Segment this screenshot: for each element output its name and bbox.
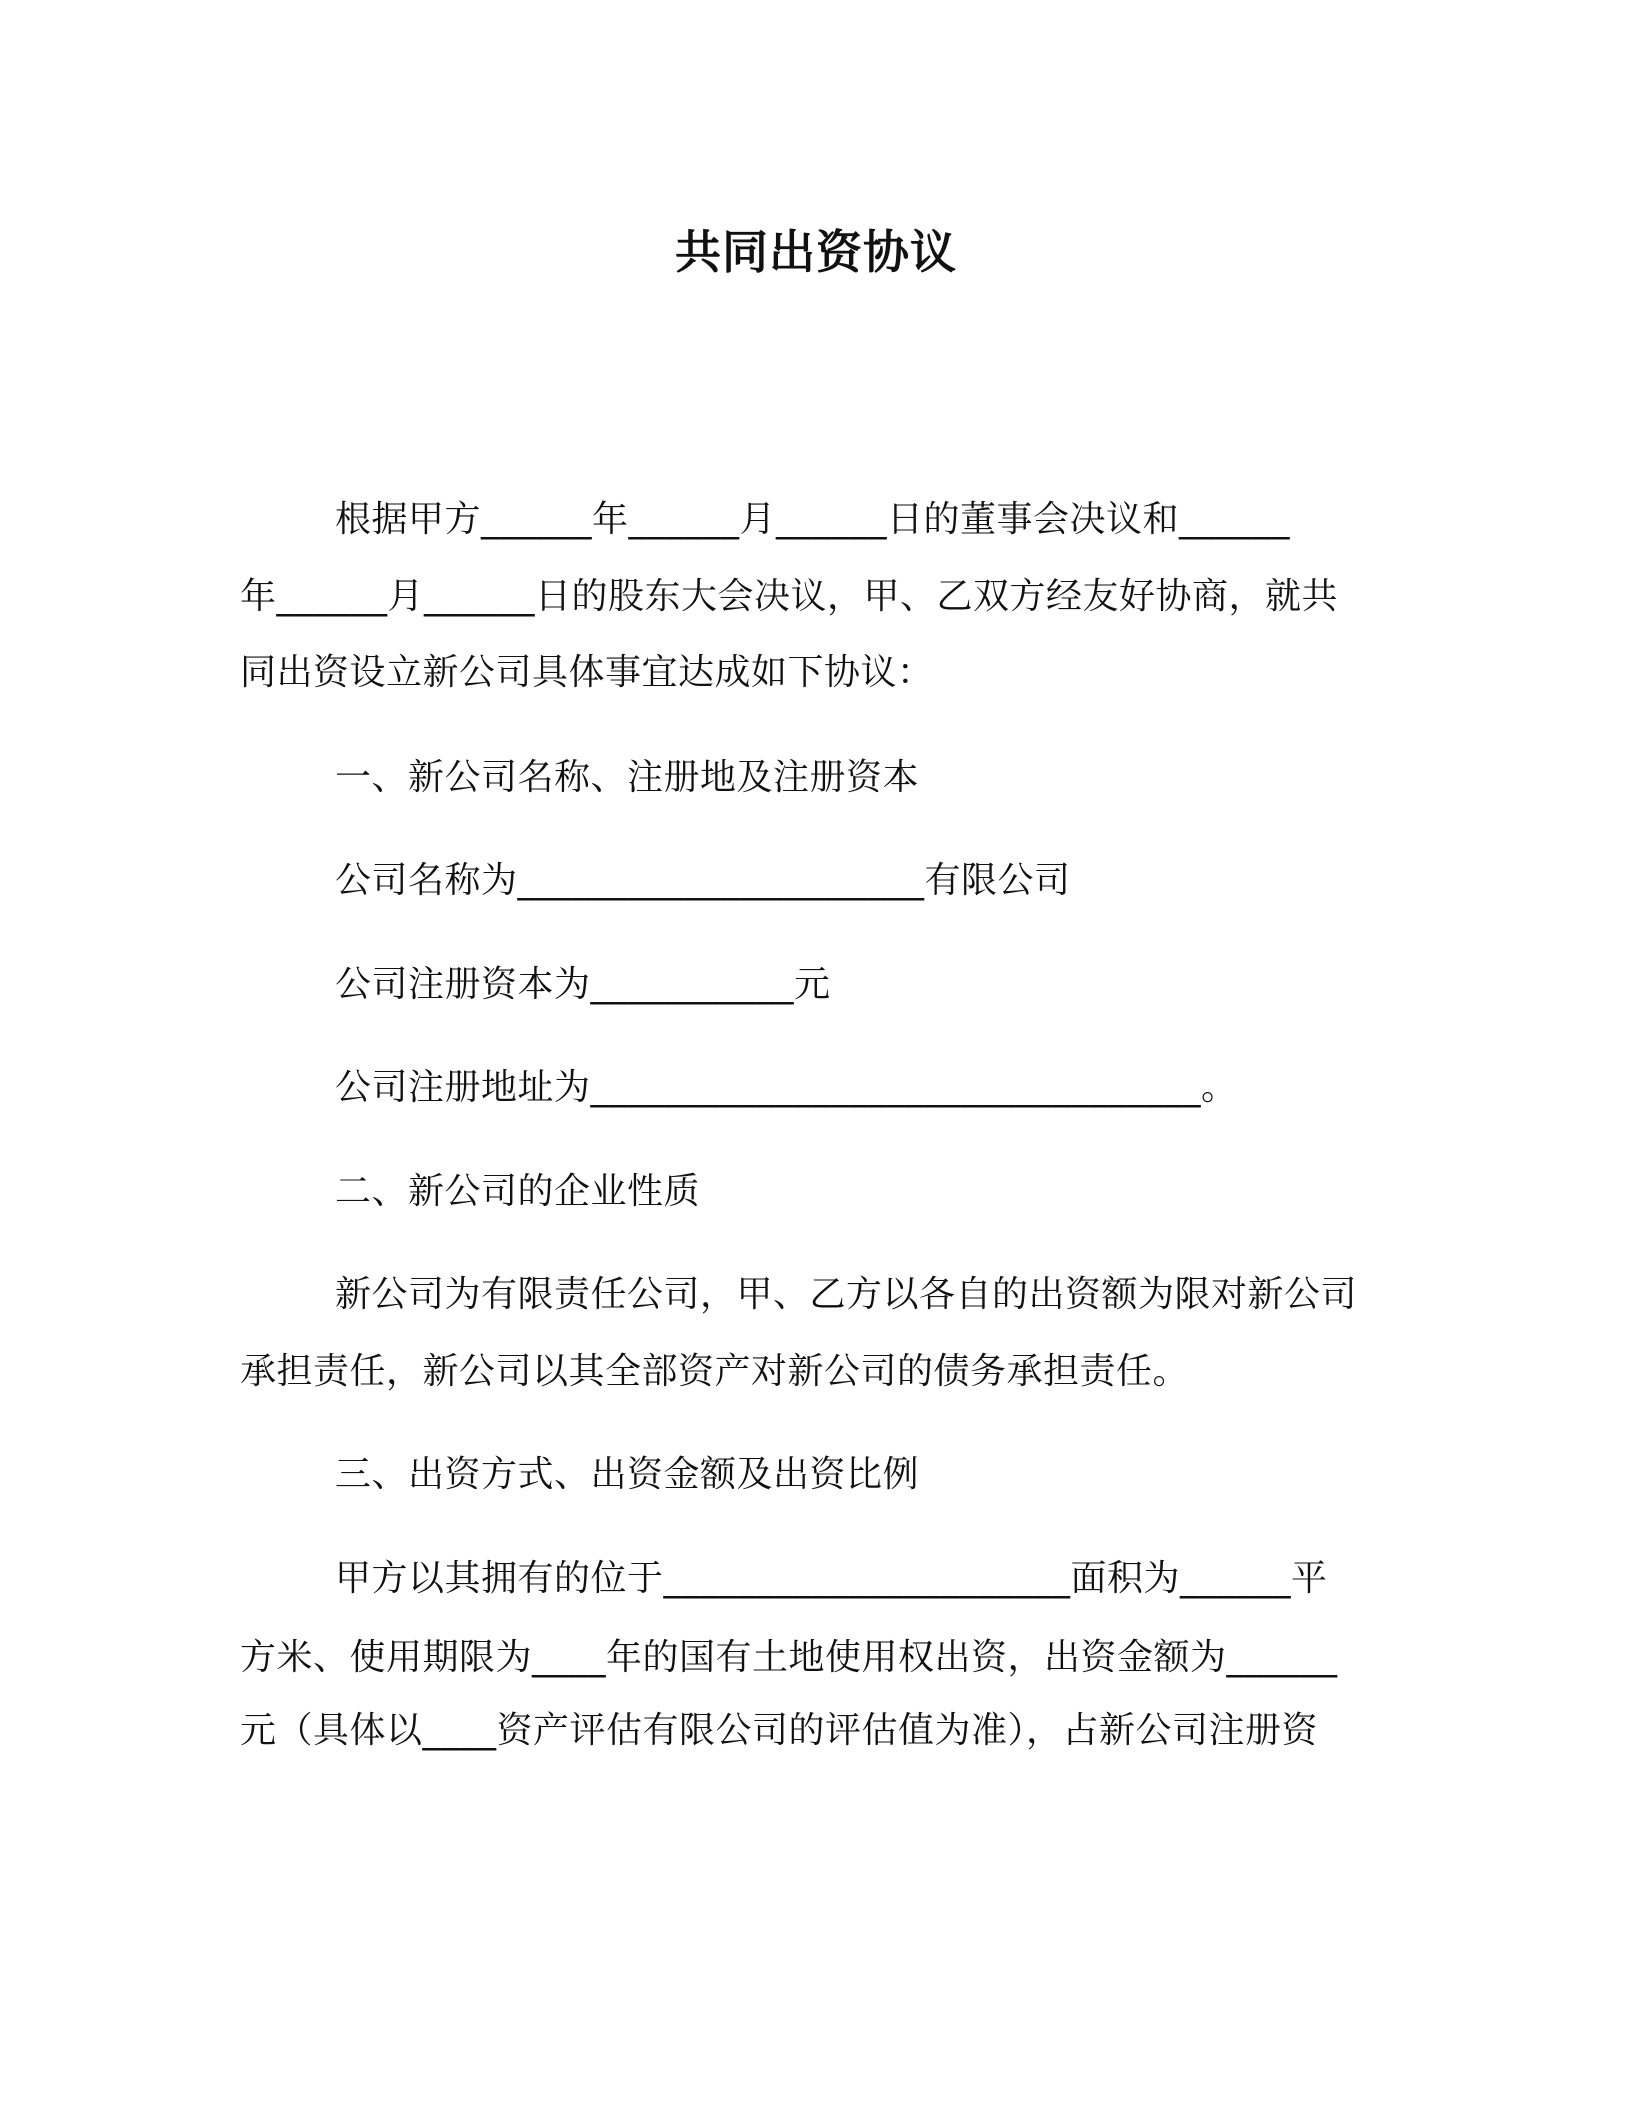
paragraph-line: 元（具体以____资产评估有限公司的评估值为准），占新公司注册资 <box>240 1710 1319 1751</box>
paragraph-line: 年______月______日的股东大会决议，甲、乙双方经友好协商，就共 <box>240 576 1339 617</box>
paragraph-line: 根据甲方______年______月______日的董事会决议和______ <box>335 499 1291 540</box>
paragraph-line: 公司名称为______________________有限公司 <box>335 860 1071 901</box>
paragraph-line: 公司注册地址为_________________________________。 <box>335 1067 1238 1108</box>
paragraph-line: 承担责任，新公司以其全部资产对新公司的债务承担责任。 <box>240 1351 1190 1392</box>
section-heading: 三、出资方式、出资金额及出资比例 <box>335 1454 920 1495</box>
paragraph-line: 甲方以其拥有的位于______________________面积为______平 <box>335 1558 1328 1599</box>
section-heading: 一、新公司名称、注册地及注册资本 <box>335 757 920 798</box>
paragraph-line: 同出资设立新公司具体事宜达成如下协议： <box>240 652 934 693</box>
paragraph-line: 公司注册资本为___________元 <box>335 964 831 1005</box>
section-heading: 二、新公司的企业性质 <box>335 1171 701 1212</box>
paragraph-line: 方米、使用期限为____年的国有土地使用权出资，出资金额为______ <box>240 1637 1338 1678</box>
paragraph-line: 新公司为有限责任公司，甲、乙方以各自的出资额为限对新公司 <box>335 1274 1358 1315</box>
document-title: 共同出资协议 <box>675 225 957 279</box>
